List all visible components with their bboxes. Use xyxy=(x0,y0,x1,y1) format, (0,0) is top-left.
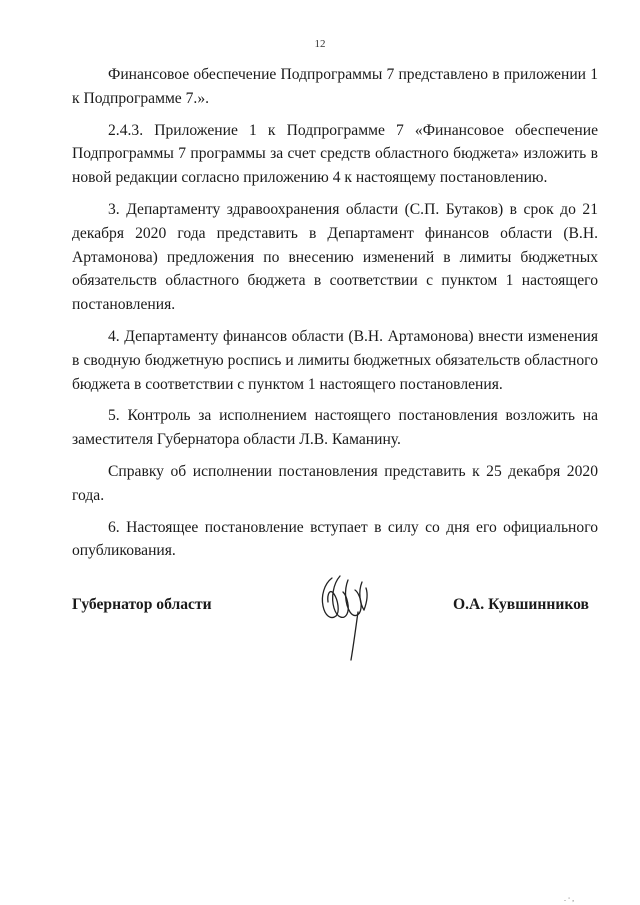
paragraph-3: 3. Департаменту здравоохранения области (С.П. Бутаков) в срок до 21 декабря 2020 года представить в Департамент финансов области (В.Н. Артамонова) предложения по внесению изменений в лимиты бюджетных обязательств областного бюджета в соответствии с пунктом 1 настоящего постановления. xyxy=(72,200,598,314)
paragraph-report: Справку об исполнении постановления представить к 25 декабря 2020 года. xyxy=(72,462,598,504)
corner-mark: . ⸱ , xyxy=(564,894,575,903)
paragraph-4: 4. Департаменту финансов области (В.Н. Артамонова) внести изменения в сводную бюджетную роспись и лимиты бюджетных обязательств областного бюджета в соответствии с пунктом 1 настоящего постановления. xyxy=(72,327,598,393)
paragraph-2-4-3: 2.4.3. Приложение 1 к Подпрограмме 7 «Финансовое обеспечение Подпрограммы 7 программы за счет средств областного бюджета» изложить в новой редакции согласно приложению 4 к настоящему постановлению. xyxy=(72,121,598,187)
document-body xyxy=(72,63,598,571)
paragraph-6: 6. Настоящее постановление вступает в силу со дня его официального опубликования. xyxy=(72,518,598,560)
page-number: 12 xyxy=(314,38,326,50)
handwritten-signature xyxy=(318,572,374,664)
paragraph-5: 5. Контроль за исполнением настоящего постановления возложить на заместителя Губернатора области Л.В. Каманину. xyxy=(72,407,598,449)
signer-name: О.А. Кувшинников xyxy=(453,596,589,613)
signer-position-title: Губернатор области xyxy=(72,596,212,613)
paragraph-financing: Финансовое обеспечение Подпрограммы 7 представлено в приложении 1 к Подпрограмме 7.». xyxy=(72,66,598,107)
